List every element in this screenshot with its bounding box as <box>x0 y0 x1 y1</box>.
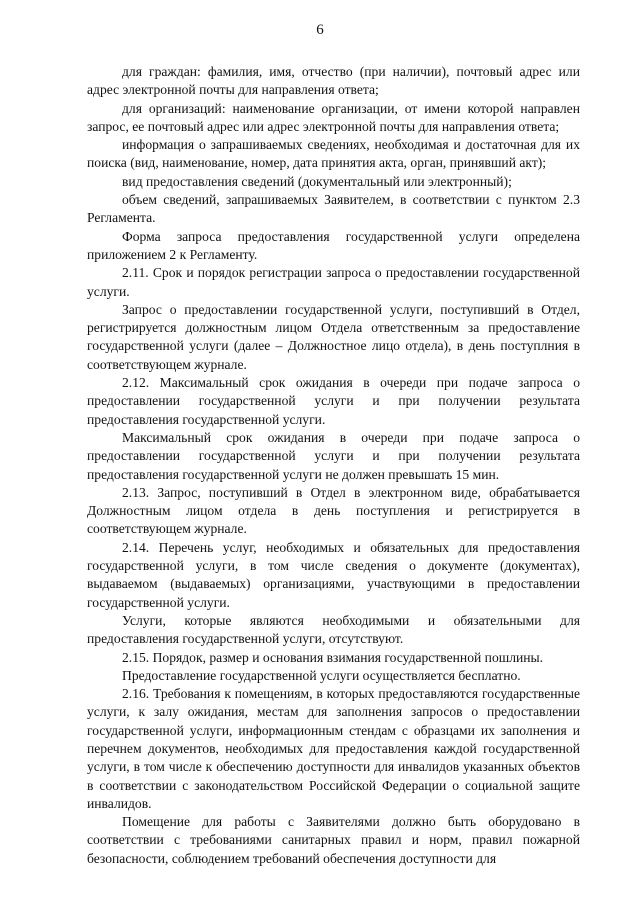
paragraph: Форма запроса предоставления государственной услуги определена приложением 2 к Регламенту. <box>87 228 580 262</box>
section-heading: 2.14. Перечень услуг, необходимых и обязательных для предоставления государственной услуги, в том числе сведения о документе (документах), выдаваемом (выдаваемых) организациями, участвующими в предоставлении государственной услуги. <box>87 539 580 610</box>
paragraph: Услуги, которые являются необходимыми и обязательными для предоставления государственной услуги, отсутствуют. <box>87 612 580 647</box>
paragraph: Предоставление государственной услуги осуществляется бесплатно. <box>122 667 521 683</box>
body-text <box>87 63 580 868</box>
paragraph: Помещение для работы с Заявителями должно быть оборудовано в соответствии с требованиями санитарных правил и норм, правил пожарной безопасности, соблюдением требований обеспечения доступности для <box>87 814 580 866</box>
paragraph: Максимальный срок ожидания в очереди при подаче запроса о предоставлении государственной услуги и при получении результата предоставления государственной услуги не должен превышать 15 мин. <box>87 429 580 482</box>
section-heading: 2.11. Срок и порядок регистрации запроса о предоставлении государственной услуги. <box>87 265 580 299</box>
section-heading: 2.13. Запрос, поступивший в Отдел в электронном виде, обрабатывается Должностным лицом отдела в день поступления и регистрируется в соответствующем журнале. <box>87 484 580 537</box>
section-heading: 2.15. Порядок, размер и основания взимания государственной пошлины. <box>122 649 544 665</box>
paragraph: для организаций: наименование организации, от имени которой направлен запрос, ее почтовый адрес или адрес электронной почты для направления ответа; <box>87 100 580 134</box>
paragraph: для граждан: фамилия, имя, отчество (при наличии), почтовый адрес или адрес электронной почты для направления ответа; <box>87 64 580 98</box>
paragraph: информация о запрашиваемых сведениях, необходимая и достаточная для их поиска (вид, наименование, номер, дата принятия акта, орган, принявший акт); <box>87 137 580 171</box>
page-number: 6 <box>316 22 324 38</box>
paragraph: объем сведений, запрашиваемых Заявителем, в соответствии с пунктом 2.3 Регламента. <box>87 192 580 226</box>
section-heading: 2.12. Максимальный срок ожидания в очереди при подаче запроса о предоставлении государственной услуги и при получении результата предоставления государственной услуги. <box>87 375 580 427</box>
section-heading: 2.16. Требования к помещениям, в которых предоставляются государственные услуги, к залу ожидания, местам для заполнения запросов о предоставлении государственной услуги, информационным стендам с образцами их заполнения и перечнем документов, необходимых для предоставления каждой государственной услуги, в том числе к обеспечению доступности для инвалидов указанных объектов в соответствии с законодательством Российской Федерации о социальной защите инвалидов. <box>87 686 580 811</box>
paragraph: Запрос о предоставлении государственной услуги, поступивший в Отдел, регистрируется должностным лицом Отдела ответственным за предоставление государственной услуги (далее – Должностное лицо отдела), в день поступлния в соответствующем журнале. <box>87 301 580 372</box>
paragraph: вид предоставления сведений (документальный или электронный); <box>122 173 512 189</box>
